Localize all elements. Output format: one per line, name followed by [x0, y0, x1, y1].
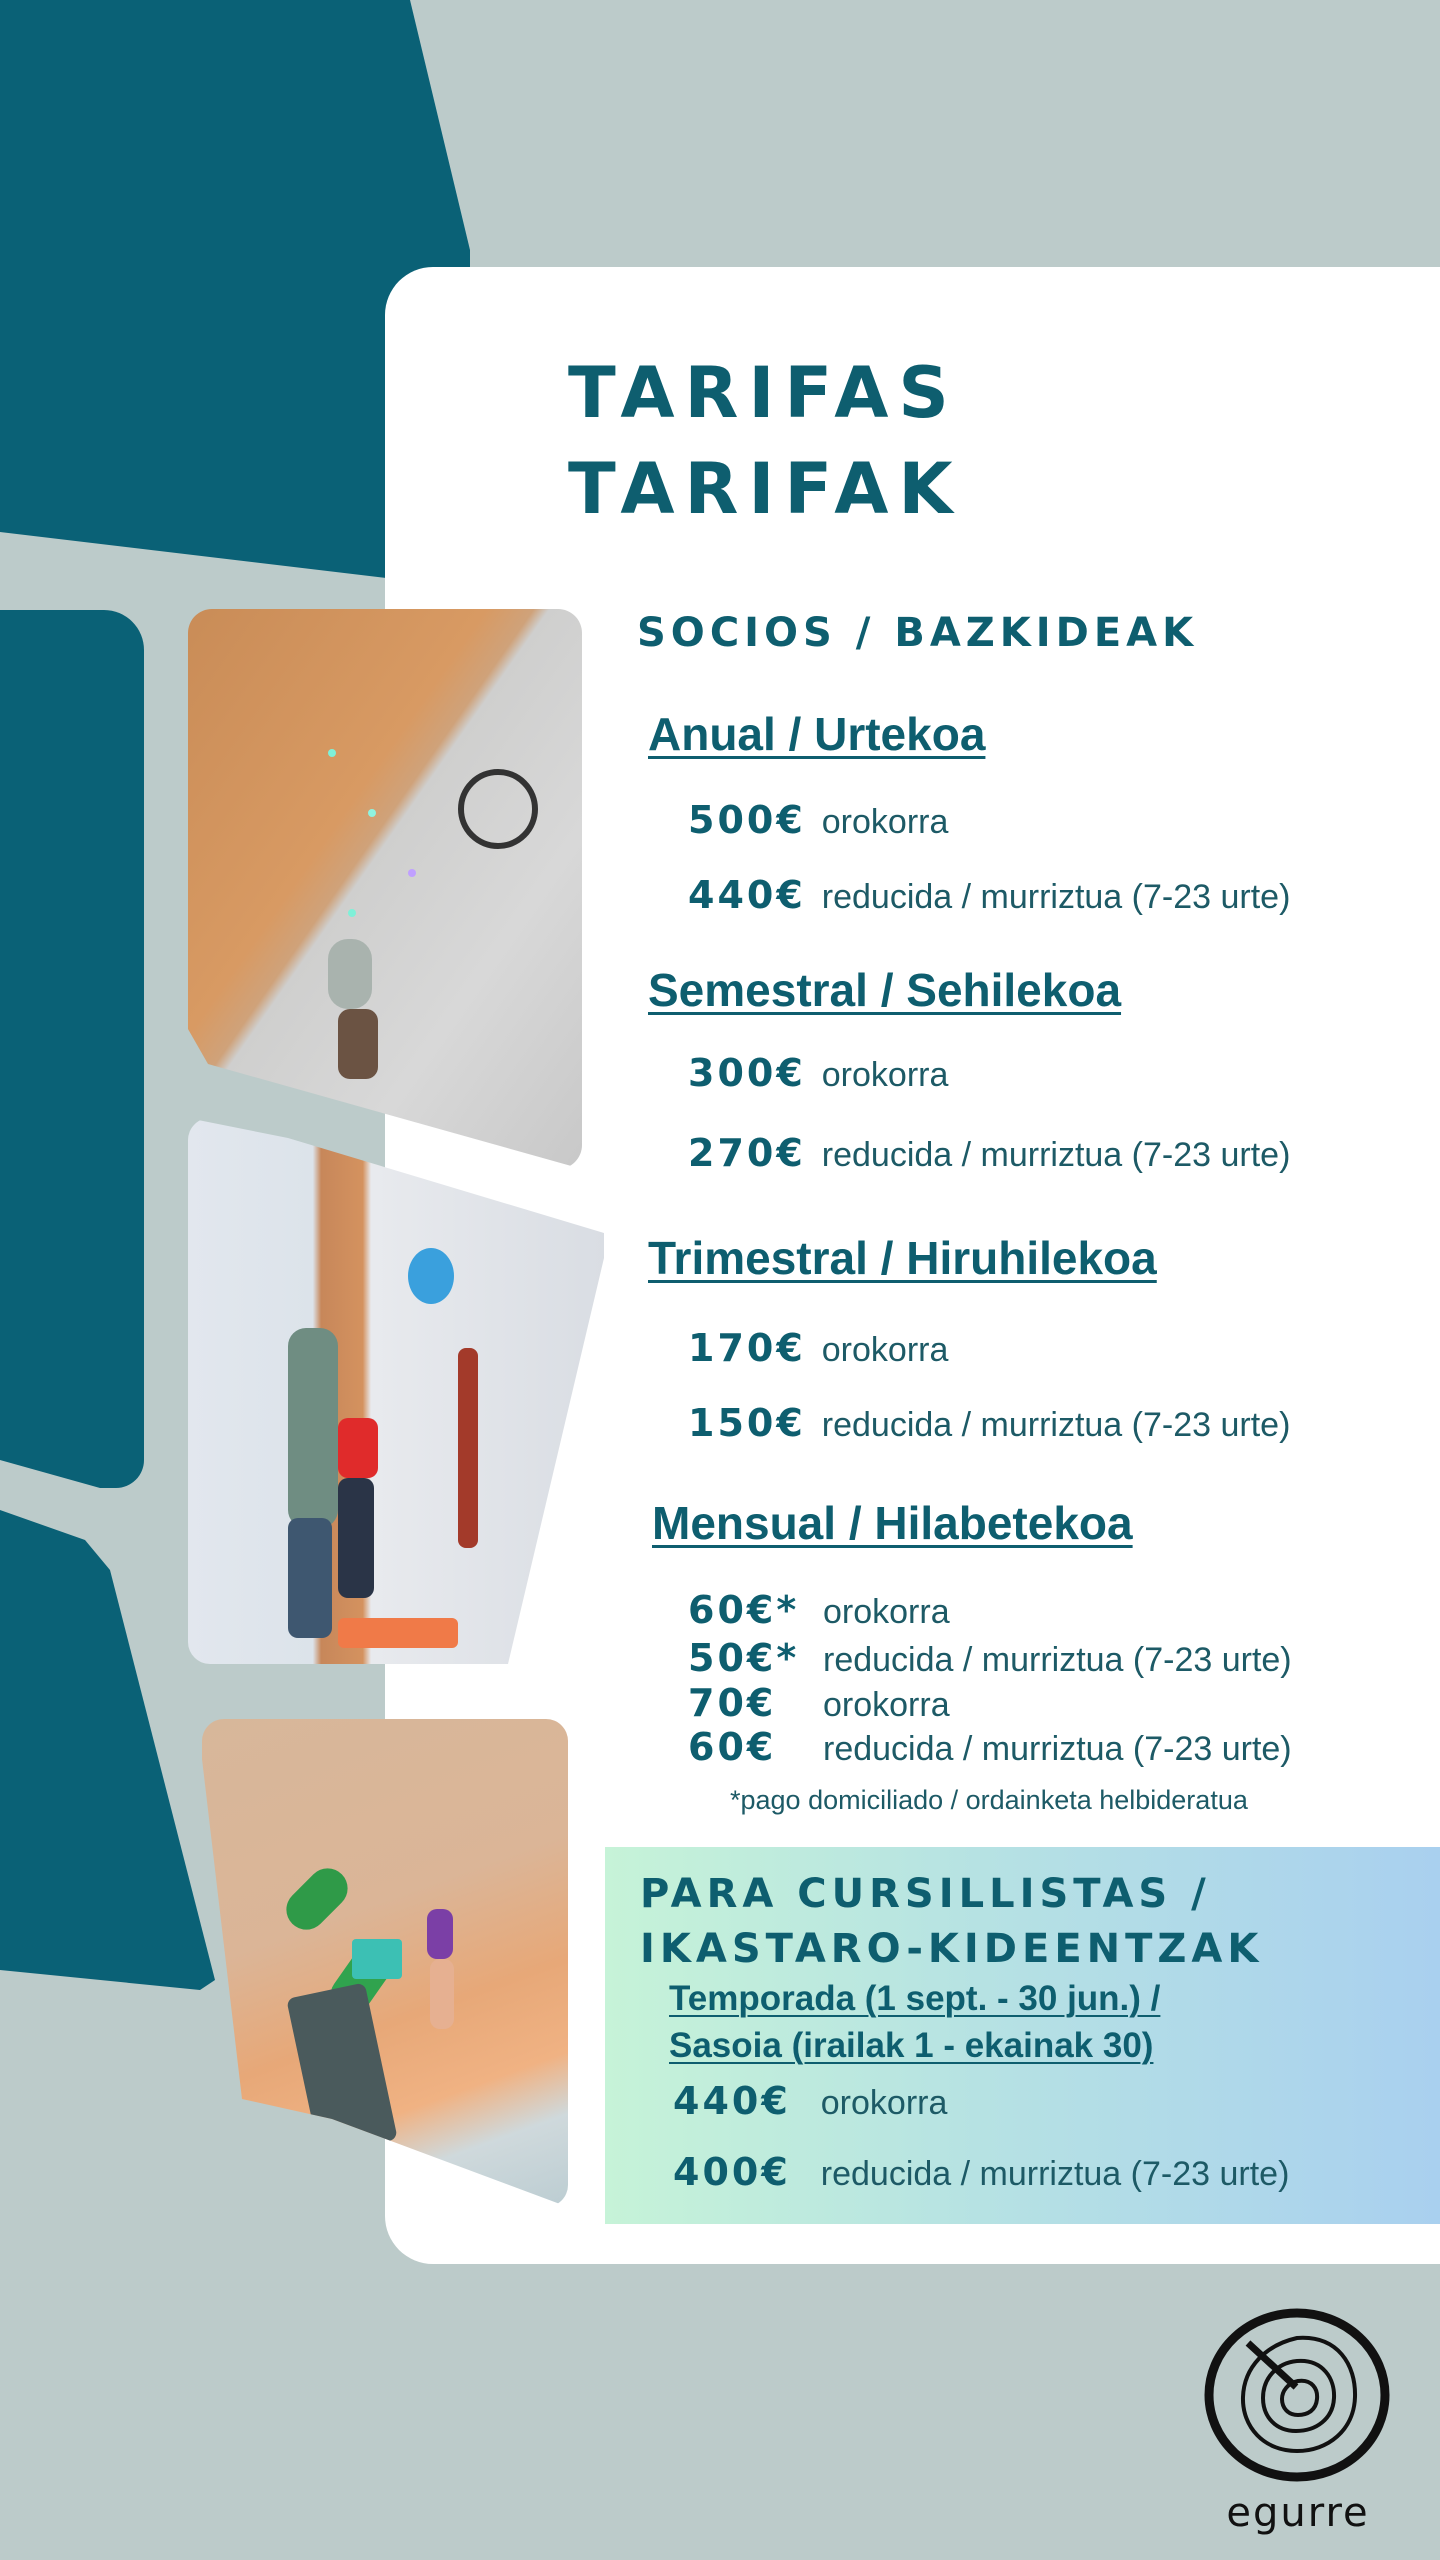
group-heading-trimestral: Trimestral / Hiruhilekoa	[648, 1232, 1157, 1284]
price-value: 270€	[688, 1131, 806, 1175]
price-value: 60€	[688, 1725, 777, 1769]
adult-legs	[288, 1518, 332, 1638]
price-label: reducida / murriztua (7-23 urte)	[823, 1730, 1292, 1768]
price-value: 300€	[688, 1051, 806, 1095]
courses-title-basque: IKASTARO-KIDEENTZAK	[640, 1926, 1264, 1972]
adult-figure	[288, 1328, 338, 1528]
background-shape-middle	[0, 610, 144, 1488]
price-label: reducida / murriztua (7-23 urte)	[823, 1641, 1292, 1679]
courses-title	[640, 1867, 1263, 1977]
price-value: 50€*	[688, 1636, 800, 1680]
courses-title-spanish: PARA CURSILLISTAS /	[640, 1871, 1211, 1917]
price-label: orokorra	[821, 1056, 949, 1094]
boulderer-figure	[427, 1909, 453, 1959]
price-value: 150€	[688, 1401, 806, 1445]
teal-volume	[352, 1939, 402, 1979]
climber-figure	[328, 939, 372, 1009]
price-label: orokorra	[823, 1686, 950, 1724]
price-label: reducida / murriztua (7-23 urte)	[821, 1406, 1291, 1444]
wall-logo-icon	[458, 769, 538, 849]
price-value: 500€	[688, 798, 806, 842]
price-row	[688, 1326, 948, 1370]
season-basque: Sasoia (irailak 1 - ekainak 30)	[669, 2026, 1154, 2065]
price-label: orokorra	[820, 2084, 948, 2122]
green-hold	[278, 1860, 356, 1938]
blue-hold	[408, 1248, 454, 1304]
price-value: 60€*	[688, 1588, 800, 1632]
title-spanish: TARIFAS	[568, 352, 959, 434]
price-row	[688, 1051, 948, 1095]
led-hold	[368, 809, 376, 817]
brand-name: egurre	[1226, 2490, 1370, 2536]
tree-ring-icon	[1198, 2305, 1398, 2495]
price-value: 400€	[673, 2150, 791, 2194]
price-row	[688, 1636, 1292, 1680]
price-row	[688, 1131, 1290, 1175]
brand-logo	[1198, 2305, 1398, 2545]
price-row	[688, 1681, 950, 1725]
group-heading-monthly: Mensual / Hilabetekoa	[652, 1497, 1133, 1549]
price-row	[688, 798, 948, 842]
price-label: reducida / murriztua (7-23 urte)	[820, 2155, 1290, 2193]
price-row	[688, 1588, 950, 1632]
group-heading-semestral: Semestral / Sehilekoa	[648, 964, 1122, 1016]
photo-climber-lit-wall	[188, 609, 582, 1169]
price-label: orokorra	[823, 1593, 950, 1631]
price-row	[688, 873, 1290, 917]
grey-volume	[286, 1982, 398, 2155]
price-label: orokorra	[821, 1331, 949, 1369]
price-row	[688, 1725, 1292, 1769]
price-value: 440€	[673, 2079, 791, 2123]
season-heading	[669, 1975, 1160, 2069]
group-heading-annual: Anual / Urtekoa	[648, 708, 986, 760]
price-value: 440€	[688, 873, 806, 917]
footnote: *pago domiciliado / ordainketa helbideratua	[730, 1785, 1248, 1815]
price-row	[673, 2079, 947, 2123]
title-basque: TARIFAK	[568, 448, 963, 530]
price-label: reducida / murriztua (7-23 urte)	[821, 878, 1291, 916]
price-label: reducida / murriztua (7-23 urte)	[821, 1136, 1291, 1174]
members-section-title: SOCIOS / BAZKIDEAK	[637, 610, 1199, 656]
price-row	[673, 2150, 1289, 2194]
price-value: 70€	[688, 1681, 777, 1725]
season-spanish: Temporada (1 sept. - 30 jun.) /	[669, 1979, 1161, 2018]
rope	[458, 1348, 478, 1548]
price-label: orokorra	[821, 803, 949, 841]
climber-legs	[338, 1009, 378, 1079]
child-legs	[338, 1478, 374, 1598]
crash-mat	[338, 1618, 458, 1648]
child-figure	[338, 1418, 378, 1478]
background-shape-bottom	[0, 1510, 215, 1990]
price-row	[688, 1401, 1290, 1445]
led-hold	[408, 869, 416, 877]
led-hold	[328, 749, 336, 757]
boulderer-legs	[430, 1959, 454, 2029]
photo-bouldering	[202, 1719, 568, 2207]
courses-section	[605, 1847, 1440, 2224]
price-value: 170€	[688, 1326, 806, 1370]
page-title	[568, 345, 963, 537]
led-hold	[348, 909, 356, 917]
